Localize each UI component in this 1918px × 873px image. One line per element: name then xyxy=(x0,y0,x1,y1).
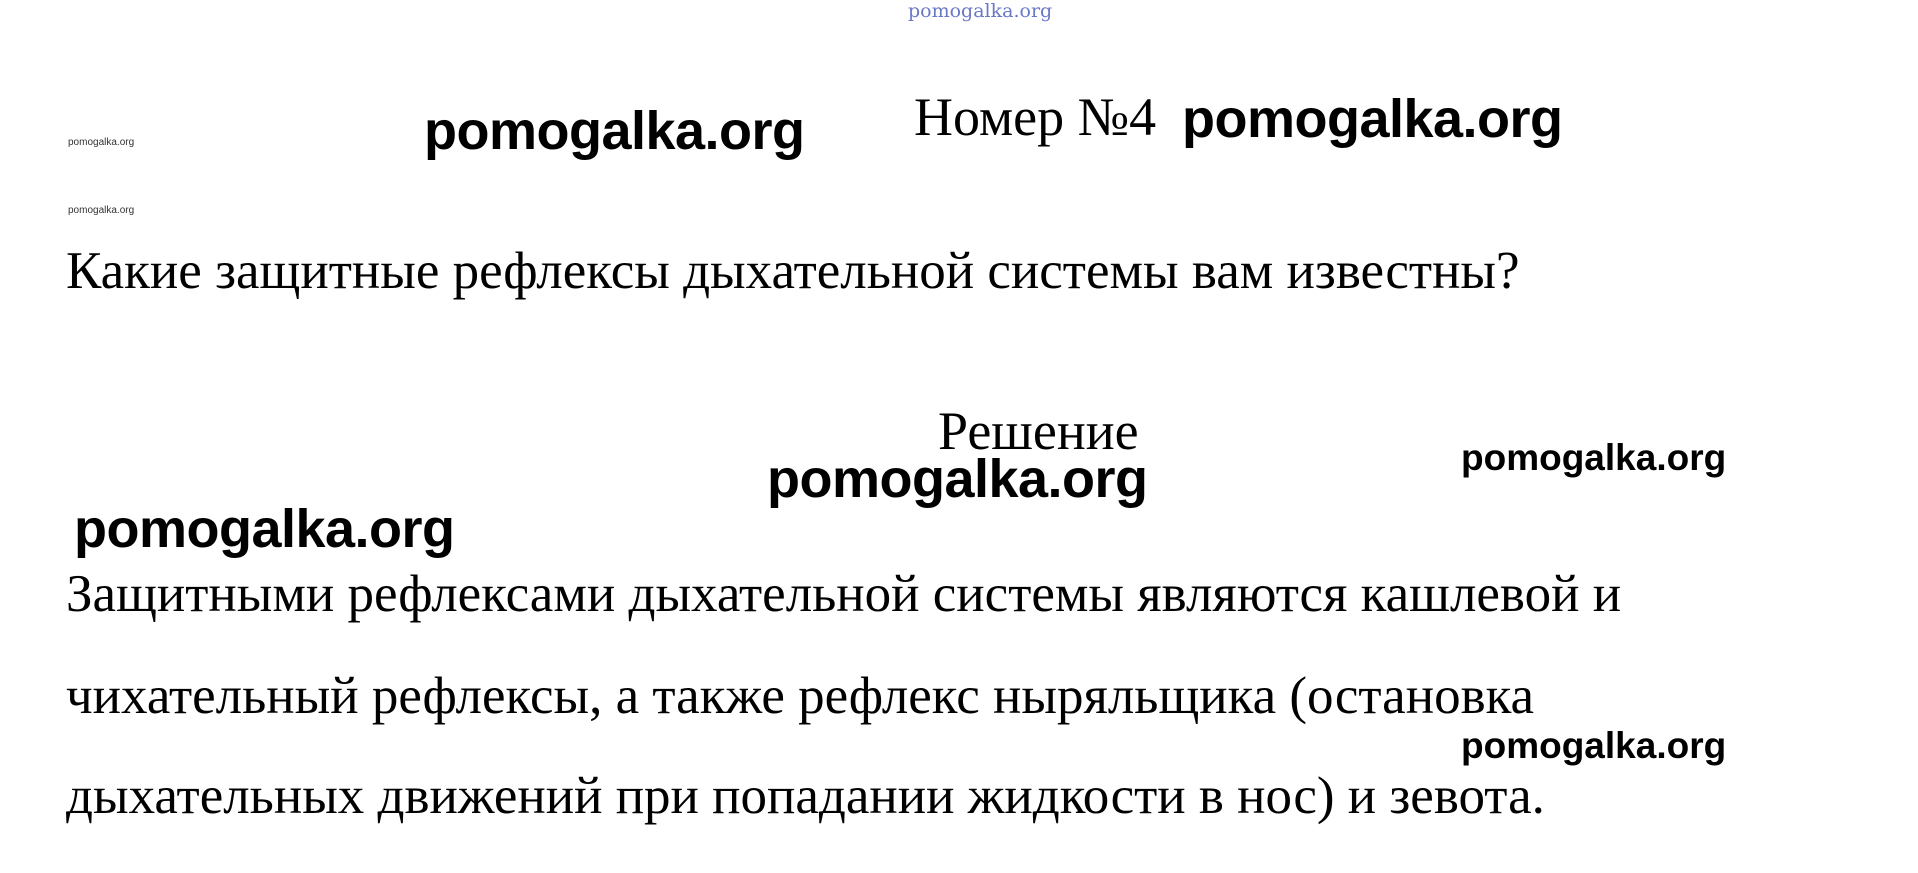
solution-text-line: чихательный рефлексы, а также рефлекс ныряльщика (остановка xyxy=(66,667,1535,725)
watermark-large: pomogalka.org xyxy=(767,449,1148,509)
solution-heading: Решение xyxy=(938,401,1139,461)
problem-number-heading: Номер №4 xyxy=(914,87,1157,147)
watermark-large: pomogalka.org xyxy=(74,499,455,559)
watermark-top: pomogalka.org xyxy=(908,0,1053,22)
watermark-tiny: pomogalka.org xyxy=(68,205,135,216)
watermark-tiny: pomogalka.org xyxy=(68,137,135,148)
watermark-large: pomogalka.org xyxy=(424,101,805,161)
question-text: Какие защитные рефлексы дыхательной системы вам известны? xyxy=(66,242,1520,300)
watermark-medium: pomogalka.org xyxy=(1461,437,1727,478)
watermark-medium: pomogalka.org xyxy=(1461,725,1727,766)
watermark-large: pomogalka.org xyxy=(1182,89,1563,149)
solution-text-line: Защитными рефлексами дыхательной системы являются кашлевой и xyxy=(66,565,1622,623)
solution-text-line: дыхательных движений при попадании жидкости в нос) и зевота. xyxy=(66,767,1545,825)
